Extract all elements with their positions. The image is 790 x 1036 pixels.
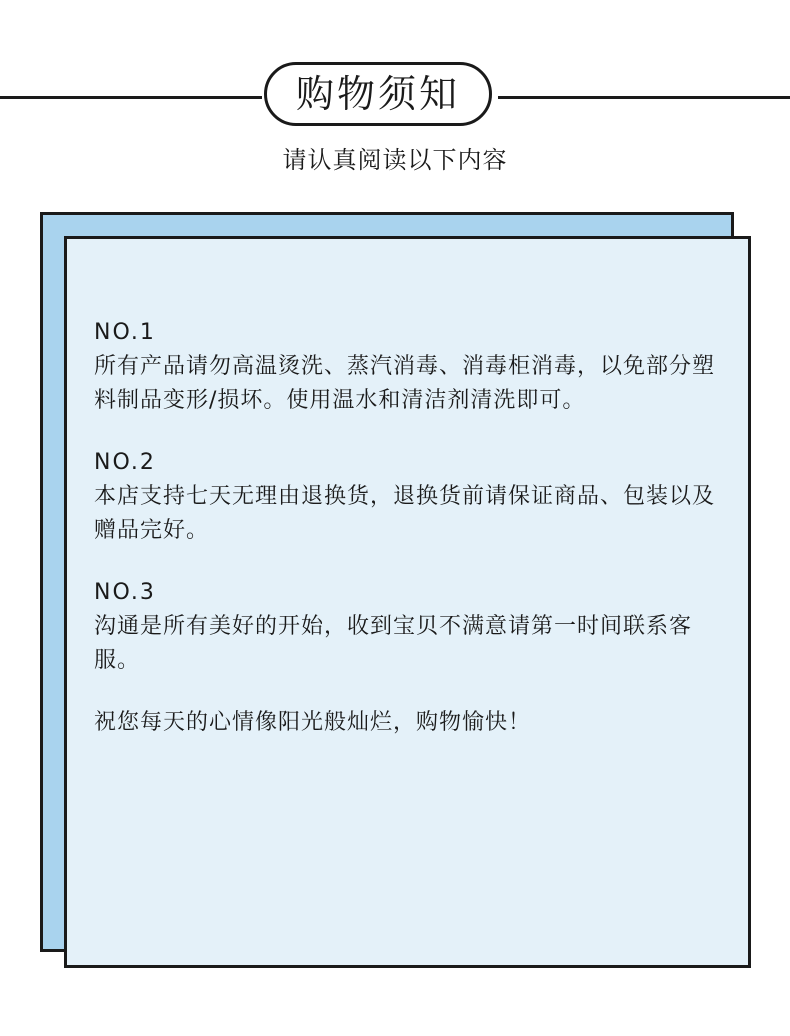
section-number: NO.3 (94, 580, 156, 605)
header-divider-right (498, 96, 790, 99)
page-title: 购物须知 (295, 72, 460, 116)
section-text: 本店支持七天无理由退换货，退换货前请保证商品、包装以及赠品完好。 (94, 484, 716, 543)
section-text: 沟通是所有美好的开始，收到宝贝不满意请第一时间联系客服。 (94, 614, 693, 673)
section-text: 所有产品请勿高温烫洗、蒸汽消毒、消毒柜消毒，以免部分塑料制品变形/损坏。使用温水和清洁剂清洗即可。 (94, 354, 716, 413)
section-number: NO.2 (94, 450, 156, 475)
closing-message: 祝您每天的心情像阳光般灿烂，购物愉快！ (94, 710, 532, 735)
notice-content (94, 316, 734, 762)
notice-section-1 (94, 316, 734, 418)
page-subtitle: 请认真阅读以下内容 (282, 146, 508, 174)
section-number: NO.1 (94, 320, 156, 345)
notice-section-3 (94, 576, 734, 678)
title-badge (264, 62, 492, 126)
header-divider-left (0, 96, 262, 99)
notice-section-2 (94, 446, 734, 548)
